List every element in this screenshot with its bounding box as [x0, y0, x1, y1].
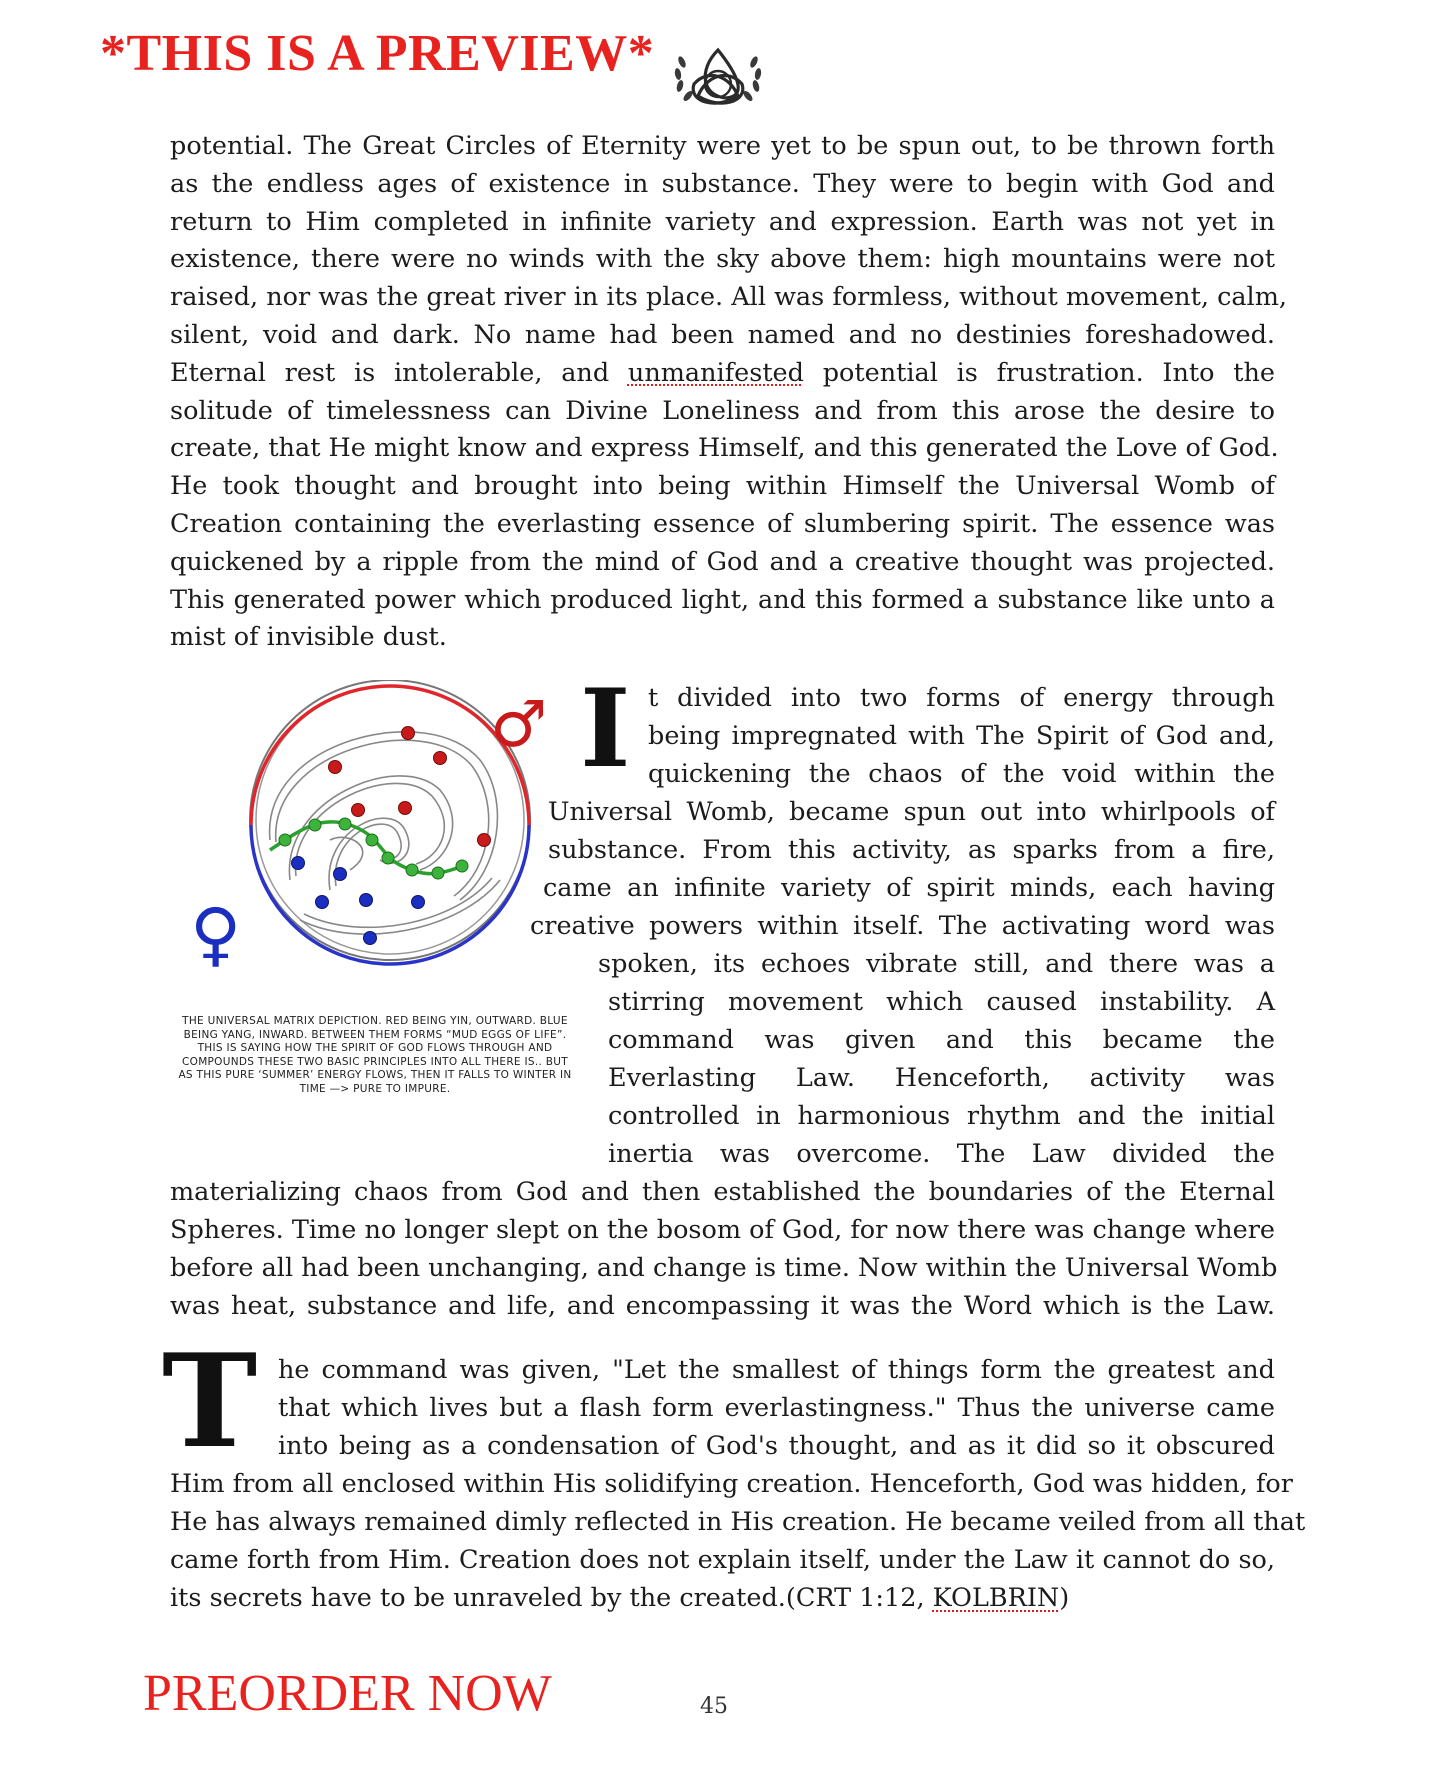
- text-line: was heat, substance and life, and encompassing it was the Word which is the Law.: [170, 1291, 1275, 1321]
- female-symbol-icon: ♀: [190, 893, 242, 975]
- text-line: substance. From this activity, as sparks from a fire,: [548, 835, 1275, 865]
- spellcheck-word[interactable]: unmanifested: [627, 357, 804, 388]
- spellcheck-word[interactable]: KOLBRIN: [932, 1583, 1060, 1613]
- text-line: create, that He might know and express Himself, and this generated the Love of God.: [170, 433, 1279, 464]
- text-line: creative powers within itself. The activating word was: [530, 911, 1275, 941]
- paragraph-1: [170, 128, 1287, 657]
- text-line: quickened by a ripple from the mind of God and a creative thought was projected.: [170, 546, 1275, 577]
- text-line: he command was given, "Let the smallest of things form the greatest and: [278, 1355, 1275, 1385]
- text-span: its secrets have to be unraveled by the created.(CRT 1:12,: [170, 1583, 933, 1613]
- text-line: before all had been unchanging, and change is time. Now within the Universal Womb: [170, 1253, 1278, 1283]
- text-line: into being as a condensation of God's thought, and as it did so it obscured: [278, 1431, 1275, 1461]
- page-number: 45: [700, 1694, 728, 1719]
- text-line: that which lives but a flash form everlastingness." Thus the universe came: [278, 1393, 1275, 1423]
- text-line: came forth from Him. Creation does not explain itself, under the Law it cannot do so,: [170, 1545, 1275, 1575]
- text-line: Him from all enclosed within His solidifying creation. Henceforth, God was hidden, for: [170, 1469, 1293, 1499]
- text-line: return to Him completed in infinite variety and expression. Earth was not yet in: [170, 206, 1275, 237]
- text-line: existence, there were no winds with the sky above them: high mountains were not: [170, 244, 1275, 275]
- figure-caption: THE UNIVERSAL MATRIX DEPICTION. RED BEING YIN, OUTWARD. BLUE BEING YANG, INWARD. BETWEEN THEM FORMS “MUD EGGS OF LIFE”. THIS IS SAYING HOW THE SPIRIT OF GOD FLOWS THROUGH AND COMPOUNDS THESE TWO BASIC PRINCIPLES INTO ALL THERE IS.. BUT AS THIS PURE ‘SUMMER’ ENERGY FLOWS, THEN IT FALLS TO WINTER IN TIME —> PURE TO IMPURE.: [178, 1015, 572, 1095]
- text-line: potential. The Great Circles of Eternity were yet to be spun out, to be thrown forth: [170, 131, 1275, 161]
- preorder-banner[interactable]: PREORDER NOW: [143, 1665, 552, 1722]
- spiral-tubes: [270, 732, 500, 934]
- text-line: solitude of timelessness can Divine Loneliness and from this arose the desire to: [170, 395, 1275, 426]
- text-line: quickening the chaos of the void within the: [648, 759, 1275, 789]
- text-span: ): [1059, 1583, 1070, 1613]
- text-line: t divided into two forms of energy through: [648, 683, 1275, 713]
- text-line: mist of invisible dust.: [170, 622, 447, 653]
- text-line: Creation containing the everlasting essence of slumbering spirit. The essence was: [170, 508, 1275, 539]
- text-line: raised, nor was the great river in its place. All was formless, without movement, calm,: [170, 282, 1287, 313]
- text-line: Everlasting Law. Henceforth, activity was: [608, 1063, 1275, 1093]
- text-line: as the endless ages of existence in substance. They were to begin with God and: [170, 168, 1275, 199]
- text-line-with-spellcheck: [170, 355, 1275, 393]
- text-line: command was given and this became the: [608, 1025, 1275, 1055]
- text-line: being impregnated with The Spirit of God and,: [648, 721, 1275, 751]
- preview-banner: *THIS IS A PREVIEW*: [100, 25, 655, 82]
- text-line: He has always remained dimly reflected in His creation. He became veiled from all that: [170, 1507, 1306, 1537]
- text-line: materializing chaos from God and then established the boundaries of the Eternal: [170, 1177, 1275, 1207]
- text-line: Spheres. Time no longer slept on the bosom of God, for now there was change where: [170, 1215, 1275, 1245]
- text-line: This generated power which produced light, and this formed a substance like unto a: [170, 584, 1275, 615]
- text-line: stirring movement which caused instability. A: [608, 987, 1275, 1017]
- drop-cap-t: T: [162, 1327, 258, 1477]
- male-symbol-icon: ♂: [490, 688, 548, 762]
- text-line: came an infinite variety of spirit minds, each having: [543, 873, 1275, 903]
- text-line: controlled in harmonious rhythm and the initial: [608, 1101, 1275, 1131]
- text-span: potential is frustration. Into the: [803, 357, 1275, 388]
- text-line-with-spellcheck: [170, 1580, 1275, 1618]
- universal-matrix-figure: [180, 680, 580, 1000]
- triquetra-wreath-icon: [668, 40, 768, 112]
- text-line: spoken, its echoes vibrate still, and there was a: [598, 949, 1275, 979]
- text-line: He took thought and brought into being within Himself the Universal Womb of: [170, 471, 1275, 502]
- text-line: inertia was overcome. The Law divided the: [608, 1139, 1275, 1169]
- text-line: silent, void and dark. No name had been named and no destinies foreshadowed.: [170, 319, 1275, 350]
- text-line: Universal Womb, became spun out into whirlpools of: [548, 797, 1275, 827]
- drop-cap-i: I: [580, 666, 631, 792]
- text-span: Eternal rest is intolerable, and: [170, 357, 628, 388]
